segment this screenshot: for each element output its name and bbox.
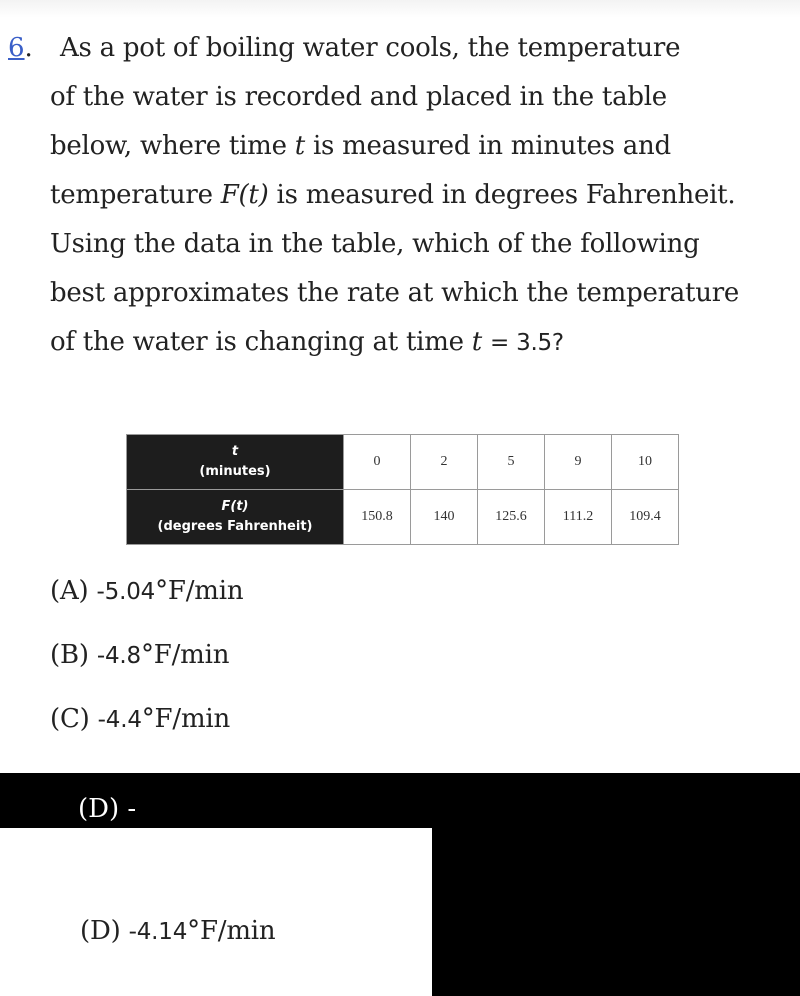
- table-cell: 109.4: [612, 490, 679, 545]
- choice-d[interactable]: (D) -4.14°F/min: [80, 916, 276, 946]
- question-line: best approximates the rate at which the temperature: [50, 278, 740, 308]
- question-line: of the water is recorded and placed in the table: [50, 82, 667, 112]
- redaction-block: [432, 828, 800, 996]
- question-line: below, where time t is measured in minutes and: [50, 131, 671, 161]
- equation: = 3.5?: [490, 330, 564, 356]
- table-cell: 5: [478, 435, 545, 490]
- table-cell: 0: [344, 435, 411, 490]
- choice-a[interactable]: (A) -5.04°F/min: [50, 576, 244, 606]
- table-row-time: [127, 435, 679, 490]
- table-cell: 125.6: [478, 490, 545, 545]
- table-cell: 9: [545, 435, 612, 490]
- data-table: [126, 434, 679, 545]
- question-block: [8, 24, 800, 368]
- top-edge-shadow: [0, 0, 800, 18]
- variable-t: t: [294, 131, 305, 161]
- choice-c[interactable]: (C) -4.4°F/min: [50, 704, 231, 734]
- table-cell: 140: [411, 490, 478, 545]
- clipped-choice-fragment: (D) -: [78, 794, 137, 824]
- question-line: Using the data in the table, which of the following: [50, 229, 700, 259]
- table-cell: 150.8: [344, 490, 411, 545]
- row-header-temperature: F(t) (degrees Fahrenheit): [127, 490, 344, 545]
- table-cell: 10: [612, 435, 679, 490]
- row-header-time: t (minutes): [127, 435, 344, 490]
- variable-Ft: F(t): [220, 180, 269, 210]
- question-line: As a pot of boiling water cools, the temperature: [60, 33, 681, 63]
- question-text: [50, 24, 800, 368]
- table-cell: 2: [411, 435, 478, 490]
- question-line: of the water is changing at time t = 3.5?: [50, 327, 564, 357]
- question-number[interactable]: 6.: [8, 33, 33, 63]
- choice-b[interactable]: (B) -4.8°F/min: [50, 640, 230, 670]
- table-row-temperature: [127, 490, 679, 545]
- question-line: temperature F(t) is measured in degrees Fahrenheit.: [50, 180, 736, 210]
- table-cell: 111.2: [545, 490, 612, 545]
